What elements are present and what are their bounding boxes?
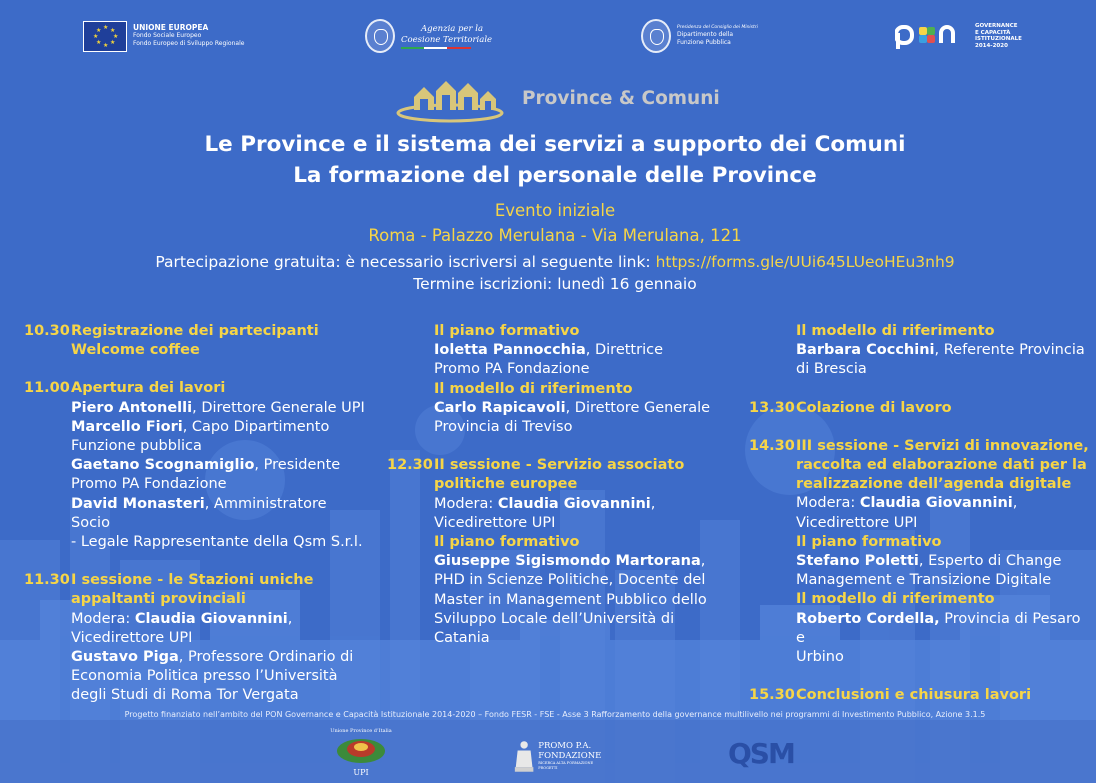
event-location: Roma - Palazzo Merulana - Via Merulana, 121 [368,226,742,245]
agenda-item-1330 [749,399,1094,418]
lunch-title: Colazione di lavoro [796,399,952,416]
eu-line2: Fondo Europeo di Sviluppo Regionale [133,40,245,47]
session2-title-b: politiche europee [434,476,578,493]
speaker-rapicavoli: Carlo Rapicavoli, Direttore Generale [434,399,711,416]
modello-riferimento-3: Il modello di riferimento [796,591,995,608]
agenda-item-1130 [24,571,369,705]
speaker-martorana-role2: Master in Management Pubblico dello [434,591,707,608]
upi-logo [325,728,397,782]
speaker-piga-role3: degli Studi di Roma Tor Vergata [71,687,299,704]
session1-title-a: I sessione - le Stazioni uniche [71,572,314,589]
session3-title-c: realizzazione dell’agenda digitale [796,476,1072,493]
agenda-item-1530 [749,686,1094,705]
eu-flag-icon: ★ ★ ★ ★ ★ ★ ★ ★ [83,21,127,52]
speaker-piga-role2: Economia Politica presso l’Università [71,668,338,685]
time-1030: 10.30 [24,323,70,339]
agenda-item-1430 [749,437,1094,667]
pon-line4: 2014-2020 [975,42,1008,49]
speaker-martorana-role1: PHD in Scienze Politiche, Docente del [434,572,706,589]
dip-small: Presidenza del Consiglio dei Ministri [677,25,758,30]
eu-line1: Fondo Sociale Europeo [133,32,202,39]
speaker-piga: Gustavo Piga, Professore Ordinario di [71,649,354,666]
pon-line2: E CAPACITÀ [975,29,1011,36]
promo-line2: FONDAZIONE [538,751,602,761]
session2-moderator: Modera: Claudia Giovannini, [434,495,656,512]
eu-title: UNIONE EUROPEA [133,23,209,32]
agenda-item-1030 [24,322,369,360]
speaker-cordella: Roberto Cordella, Provincia di Pesaro e [796,610,1081,646]
session3-moderator: Modera: Claudia Giovannini, [796,495,1018,512]
session1-moderator-role: Vicedirettore UPI [71,629,193,646]
province-comuni-logo-icon [396,77,504,123]
promo-line1: PROMO P.A. [538,741,592,751]
session2-moderator-role: Vicedirettore UPI [434,514,556,531]
statue-icon [513,738,535,774]
registration-title: Registrazione dei partecipanti [71,323,319,339]
piano-formativo-1: Il piano formativo [434,323,580,339]
program-column-2 [387,322,732,648]
modello-riferimento-1: Il modello di riferimento [434,380,633,397]
program-column-1 [24,322,369,706]
session3-title-a: III sessione - Servizi di innovazione, [796,437,1089,454]
registration-line [0,251,1096,273]
speaker-cocchini: Barbara Cocchini, Referente Provincia [796,342,1085,359]
upi-top-text: Unione Province d’Italia [330,728,392,734]
agenda-item-1100 [24,379,369,552]
speaker-pannocchia-role: Promo PA Fondazione [434,361,590,378]
welcome-coffee: Welcome coffee [71,342,200,359]
registration-link[interactable]: https://forms.gle/UUi645LUeoHEu3nh9 [655,253,955,271]
qsm-logo: QSM [728,737,794,770]
pon-line3: ISTITUZIONALE [975,36,1022,42]
event-label: Evento iniziale [494,201,616,220]
session1-title-b: appaltanti provinciali [71,591,246,608]
pon-logo-icon [895,21,969,51]
opening-title: Apertura dei lavori [71,380,226,397]
tricolor-line [401,47,471,49]
agency-line2: Coesione Territoriale [401,34,493,45]
title-line2: La formazione del personale delle Province [293,163,817,188]
pon-logo [895,18,1022,54]
piano-formativo-2: Il piano formativo [434,534,580,551]
footer-note: Progetto finanziato nell’ambito del PON Governance e Capacità Istituzionale 2014-2020 – Fondo FESR - FSE - Asse 3 Rafforzamento della governance multilivello nei programmi di Investimento Pubblico, Azione 3.1.5 [124,710,986,719]
speaker-poletti-role: Management e Transizione Digitale [796,572,1052,589]
speaker-scognamiglio: Gaetano Scognamiglio, Presidente [71,457,341,474]
time-1330: 13.30 [749,399,795,416]
program-column-3 [749,322,1094,705]
speaker-cocchini-role: di Brescia [796,361,867,378]
speaker-martorana-role4: Catania [434,630,490,647]
time-1530: 15.30 [749,687,795,704]
agenda-item-training-1 [387,322,732,437]
time-1130: 11.30 [24,572,70,589]
italian-emblem-icon [641,19,671,53]
eu-logo [83,18,244,54]
registration-text: Partecipazione gratuita: è necessario iscriversi al seguente link: [155,253,656,271]
upi-emblem-icon [333,735,389,765]
agenda-item-1230 [387,456,732,648]
time-1100: 11.00 [24,380,70,397]
session3-moderator-role: Vicedirettore UPI [796,514,918,531]
speaker-fiori: Marcello Fiori, Capo Dipartimento [71,418,330,435]
speaker-monasteri: David Monasteri, Amministratore Socio [71,495,327,531]
agency-line1: Agenzia per la [421,23,484,34]
italian-emblem-icon [365,19,395,53]
modello-riferimento-2: Il modello di riferimento [796,323,995,339]
upi-bottom-text: UPI [353,768,369,777]
speaker-poletti: Stefano Poletti, Esperto di Change [796,553,1062,570]
speaker-martorana: Giuseppe Sigismondo Martorana, [434,553,706,570]
time-1430: 14.30 [749,437,795,454]
piano-formativo-3: Il piano formativo [796,533,942,550]
agency-logo [365,18,492,54]
brand-name: Province & Comuni [522,88,720,109]
title-line1: Le Province e il sistema dei servizi a supporto dei Comuni [204,132,906,157]
session1-moderator: Modera: Claudia Giovannini, [71,610,293,627]
promo-line3: RICERCA ALTA FORMAZIONE PROGETTI [538,761,594,770]
speaker-cordella-role: Urbino [796,649,844,666]
speaker-antonelli: Piero Antonelli, Direttore Generale UPI [71,399,365,416]
dip-line1: Dipartimento della [677,31,734,38]
deadline: Termine iscrizioni: lunedì 16 gennaio [413,275,697,293]
dip-line2: Funzione Pubblica [677,39,731,46]
closing-title: Conclusioni e chiusura lavori [796,687,1032,704]
speaker-martorana-role3: Sviluppo Locale dell’Università di [434,610,675,627]
pon-line1: GOVERNANCE [975,23,1018,29]
speaker-fiori-role: Funzione pubblica [71,438,202,455]
speaker-rapicavoli-role: Provincia di Treviso [434,419,573,436]
promo-pa-logo [513,736,608,776]
session2-title-a: II sessione - Servizio associato [434,457,685,474]
dipartimento-logo [641,18,758,54]
agenda-item-model-2 [749,322,1094,380]
speaker-scognamiglio-role: Promo PA Fondazione [71,476,227,493]
speaker-monasteri-role: - Legale Rappresentante della Qsm S.r.l. [71,534,363,551]
session3-title-b: raccolta ed elaborazione dati per la [796,457,1087,474]
speaker-pannocchia: Ioletta Pannocchia, Direttrice [434,342,663,359]
time-1230: 12.30 [387,457,433,474]
